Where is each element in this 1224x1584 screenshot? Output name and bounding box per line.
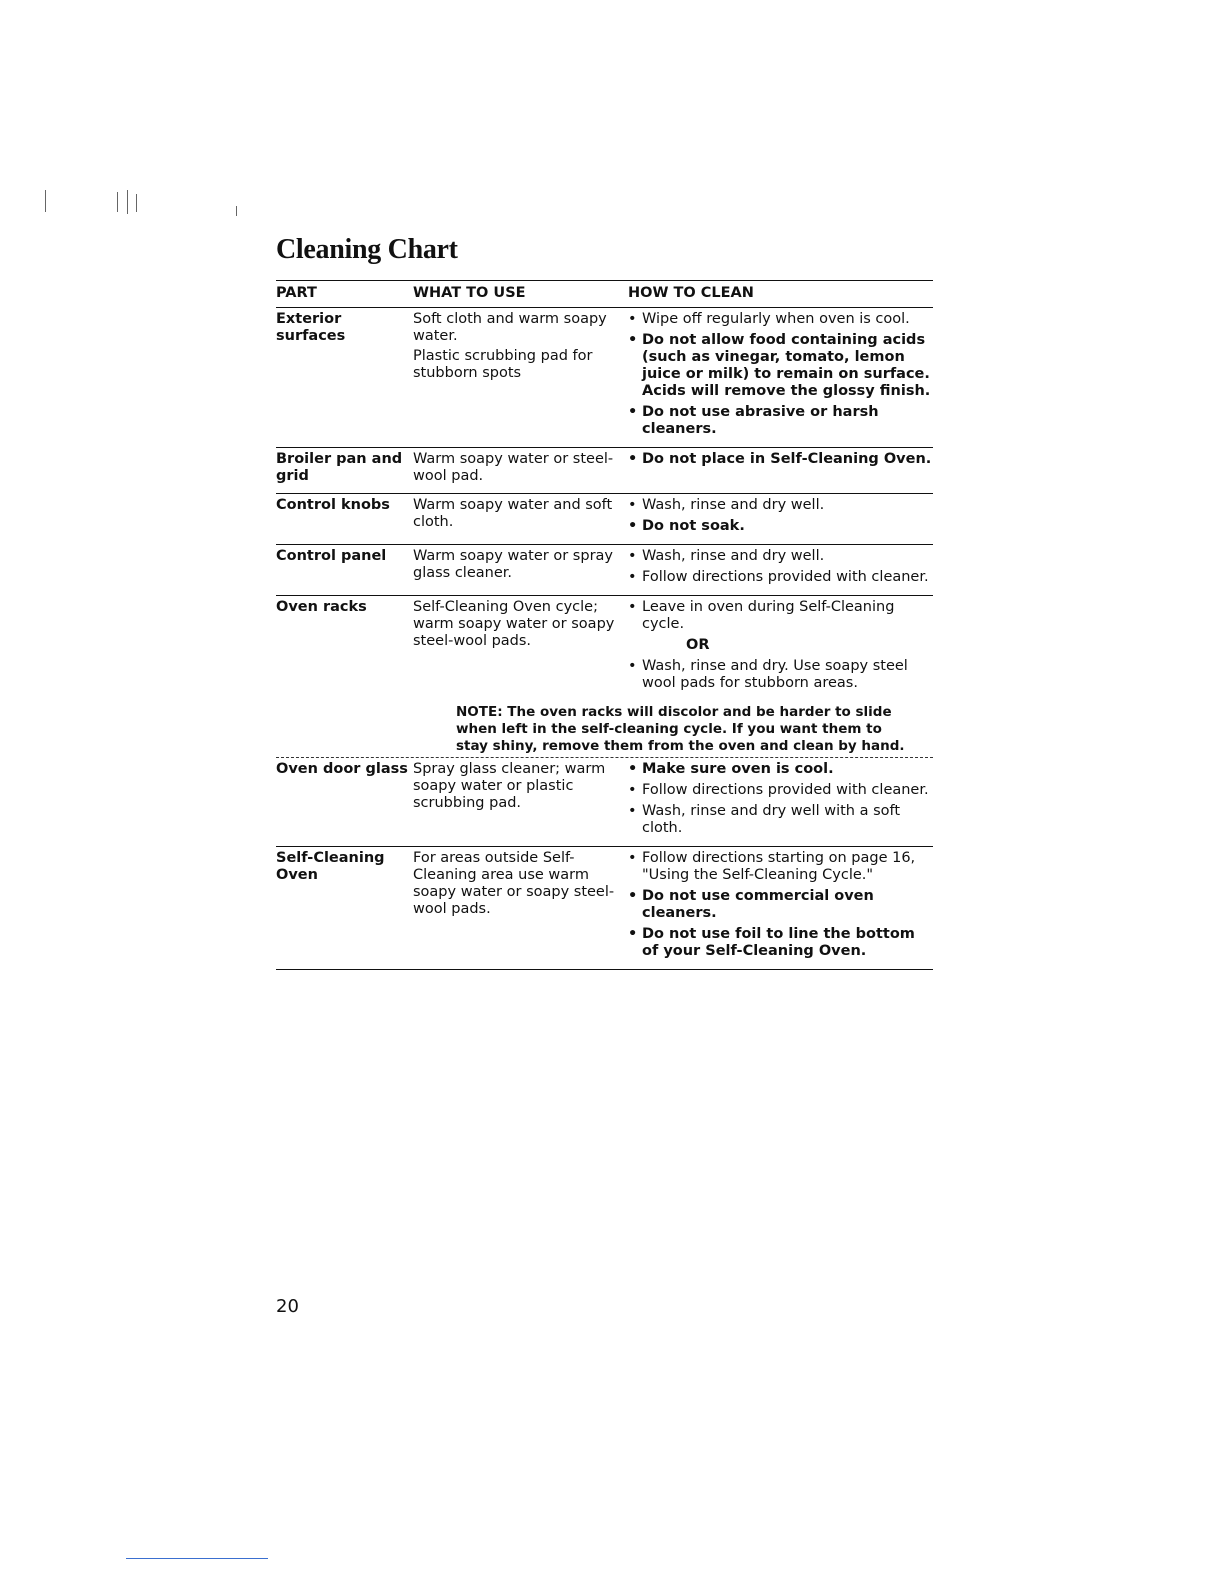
list-item: • Do not use foil to line the bottom of your Self-Cleaning Oven. (628, 926, 933, 960)
scan-mark (45, 190, 46, 212)
part-name (276, 451, 413, 488)
list-item: • Do not allow food containing acids (such as vinegar, tomato, lemon juice or milk) to remain on surface. Acids will remove the glossy finish. (628, 332, 933, 400)
how-to-clean (628, 497, 933, 539)
part-label: Control knobs (276, 497, 390, 513)
list-item: • Follow directions provided with cleaner. (628, 782, 933, 799)
header-what-to-use: WHAT TO USE (413, 285, 526, 301)
table-row (276, 494, 933, 544)
what-to-use (413, 311, 628, 442)
table-header-row (276, 281, 933, 307)
what-text: Warm soapy water and soft cloth. (413, 497, 613, 530)
header-how-to-clean: HOW TO CLEAN (628, 285, 754, 301)
what-to-use (413, 497, 628, 539)
list-item: • Wash, rinse and dry. Use soapy steel wool pads for stubborn areas. (628, 658, 933, 692)
list-item: • Follow directions starting on page 16, "Using the Self-Cleaning Cycle." (628, 850, 933, 884)
list-item: • Do not use commercial oven cleaners. (628, 888, 933, 922)
part-label: Broiler pan and grid (276, 451, 403, 484)
page-number: 20 (276, 1296, 299, 1317)
part-label: Oven racks (276, 599, 367, 615)
how-to-clean (628, 311, 933, 442)
what-to-use (413, 548, 628, 590)
part-name (276, 548, 413, 590)
part-name (276, 850, 413, 964)
part-name (276, 497, 413, 539)
what-to-use (413, 451, 628, 488)
list-item: • Do not place in Self-Cleaning Oven. (628, 451, 933, 468)
part-label: Control panel (276, 548, 387, 564)
list-item: • Leave in oven during Self-Cleaning cycle. (628, 599, 933, 633)
what-text: Spray glass cleaner; warm soapy water or plastic scrubbing pad. (413, 761, 606, 811)
what-text: Warm soapy water or spray glass cleaner. (413, 548, 613, 581)
part-label: Exterior surfaces (276, 311, 346, 344)
what-to-use (413, 761, 628, 841)
what-text: Plastic scrubbing pad for stubborn spots (413, 348, 593, 381)
list-item: • Make sure oven is cool. (628, 761, 933, 778)
part-label: Self-Cleaning Oven (276, 850, 385, 883)
how-to-clean (628, 761, 933, 841)
how-to-clean (628, 599, 933, 696)
table-rule (276, 969, 933, 970)
cleaning-chart-table (276, 280, 933, 970)
list-item: • Wash, rinse and dry well. (628, 497, 933, 514)
oven-racks-note: NOTE: The oven racks will discolor and be harder to slide when left in the self-cleaning cycle. If you want them to stay shiny, remove them from the oven and clean by hand. (456, 704, 905, 754)
what-to-use (413, 599, 628, 696)
how-to-clean (628, 850, 933, 964)
table-row (276, 308, 933, 447)
scan-mark (117, 192, 118, 212)
scan-mark (136, 194, 137, 212)
table-row (276, 596, 933, 696)
what-text: Soft cloth and warm soapy water. (413, 311, 607, 344)
scan-mark (127, 190, 128, 214)
part-label: Oven door glass (276, 761, 408, 777)
what-text: Self-Cleaning Oven cycle; warm soapy water or soapy steel-wool pads. (413, 599, 615, 649)
how-to-clean (628, 548, 933, 590)
or-separator: OR (686, 637, 710, 653)
table-row (276, 448, 933, 493)
how-to-clean (628, 451, 933, 488)
what-to-use (413, 850, 628, 964)
page-title: Cleaning Chart (276, 234, 458, 265)
part-name (276, 761, 413, 841)
header-part: PART (276, 285, 317, 301)
footer-underline (126, 1558, 268, 1559)
table-row (276, 545, 933, 595)
list-item: • Wash, rinse and dry well with a soft cloth. (628, 803, 933, 837)
list-item: • Wipe off regularly when oven is cool. (628, 311, 933, 328)
part-name (276, 599, 413, 696)
list-item: • Do not use abrasive or harsh cleaners. (628, 404, 933, 438)
what-text: Warm soapy water or steel-wool pad. (413, 451, 614, 484)
what-text: For areas outside Self-Cleaning area use warm soapy water or soapy steel-wool pads. (413, 850, 615, 917)
table-row (276, 847, 933, 969)
table-row (276, 758, 933, 846)
list-item: • Wash, rinse and dry well. (628, 548, 933, 565)
part-name (276, 311, 413, 442)
list-item: • Follow directions provided with cleaner. (628, 569, 933, 586)
list-item: • Do not soak. (628, 518, 933, 535)
scan-mark (236, 206, 237, 216)
